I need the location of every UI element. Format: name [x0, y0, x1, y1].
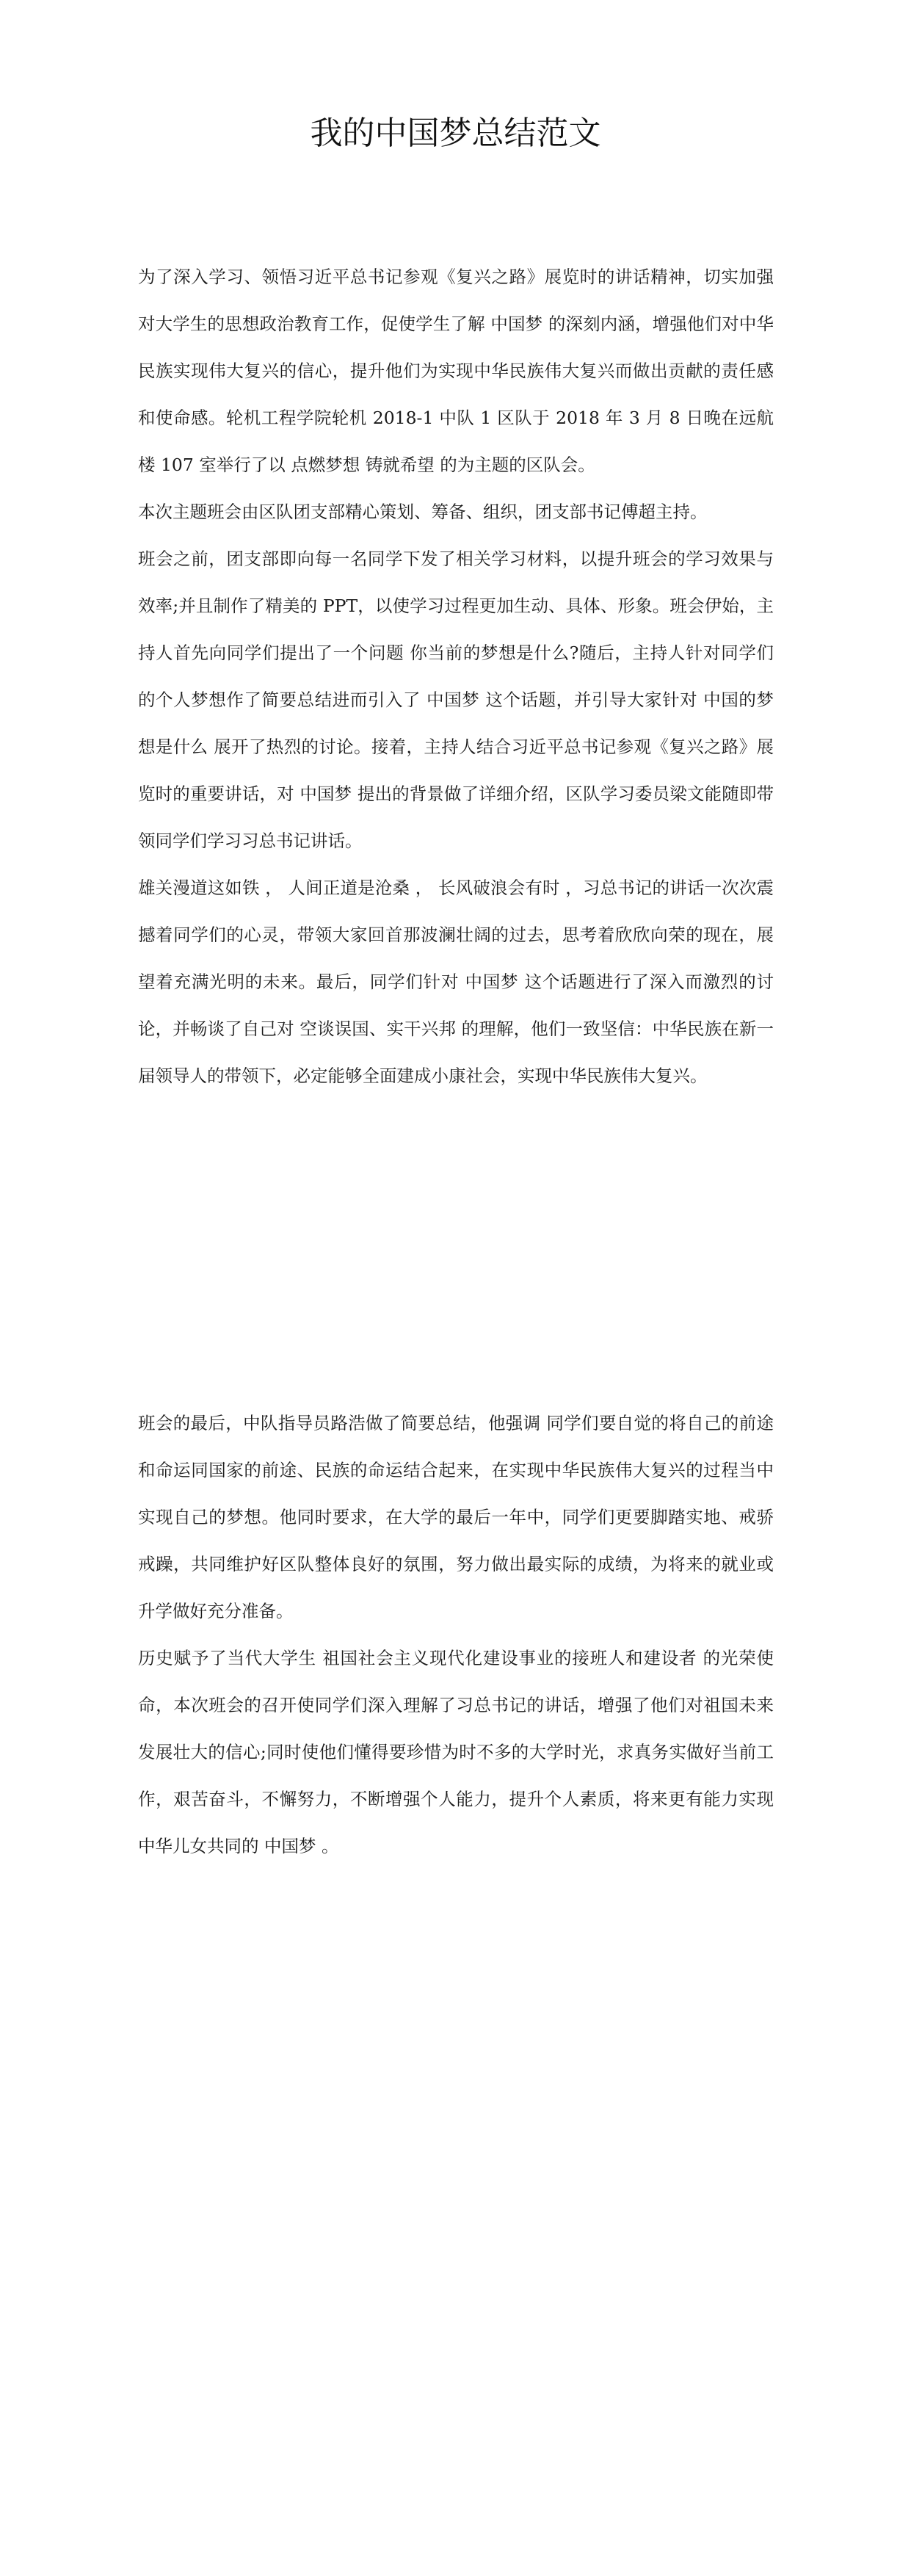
- paragraph-summary: 班会的最后，中队指导员路浩做了简要总结，他强调 同学们要自觉的将自己的前途和命运同国家的前途、民族的命运结合起来，在实现中华民族伟大复兴的过程当中实现自己的梦想。他同时要求，在大学的最后一年中，同学们更要脚踏实地、戒骄戒躁，共同维护好区队整体良好的氛围，努力做出最实际的成绩，为将来的就业或升学做好充分准备。: [138, 1413, 774, 1621]
- body-section-1: [138, 253, 774, 1099]
- page-title: 我的中国梦总结范文: [310, 115, 601, 152]
- body-section-2: [138, 1400, 774, 1870]
- paragraph-conclusion: 历史赋予了当代大学生 祖国社会主义现代化建设事业的接班人和建设者 的光荣使命，本次班会的召开使同学们深入理解了习总书记的讲话，增强了他们对祖国未来发展壮大的信心;同时使他们懂得要珍惜为时不多的大学时光，求真务实做好当前工作，艰苦奋斗，不懈努力，不断增强个人能力，提升个人素质，将来更有能力实现中华儿女共同的 中国梦 。: [138, 1648, 774, 1856]
- paragraph-host: 本次主题班会由区队团支部精心策划、筹备、组织，团支部书记傅超主持。: [138, 502, 708, 522]
- paragraph-intro: 为了深入学习、领悟习近平总书记参观《复兴之路》展览时的讲话精神，切实加强对大学生的思想政治教育工作，促使学生了解 中国梦 的深刻内涵，增强他们对中华民族实现伟大复兴的信心，提升他们为实现中华民族伟大复兴而做出贡献的责任感和使命感。轮机工程学院轮机 2018-1 中队 1 区队于 2018 年 3 月 8 日晚在远航楼 107 室举行了以 点燃梦想 铸就希望 的为主题的区队会。: [138, 267, 774, 475]
- paragraph-preparation: 班会之前，团支部即向每一名同学下发了相关学习材料，以提升班会的学习效果与效率;并且制作了精美的 PPT，以使学习过程更加生动、具体、形象。班会伊始，主持人首先向同学们提出了一个问题 你当前的梦想是什么?随后，主持人针对同学们的个人梦想作了简要总结进而引入了 中国梦 这个话题，并引导大家针对 中国的梦想是什么 展开了热烈的讨论。接着，主持人结合习近平总书记参观《复兴之路》展览时的重要讲话，对 中国梦 提出的背景做了详细介绍，区队学习委员梁文能随即带领同学们学习习总书记讲话。: [138, 549, 774, 851]
- paragraph-discussion: 雄关漫道这如铁 ， 人间正道是沧桑 ， 长风破浪会有时 ，习总书记的讲话一次次震撼着同学们的心灵，带领大家回首那波澜壮阔的过去，思考着欣欣向荣的现在，展望着充满光明的未来。最后，同学们针对 中国梦 这个话题进行了深入而激烈的讨论，并畅谈了自己对 空谈误国、实干兴邦 的理解，他们一致坚信：中华民族在新一届领导人的带领下，必定能够全面建成小康社会，实现中华民族伟大复兴。: [138, 878, 774, 1086]
